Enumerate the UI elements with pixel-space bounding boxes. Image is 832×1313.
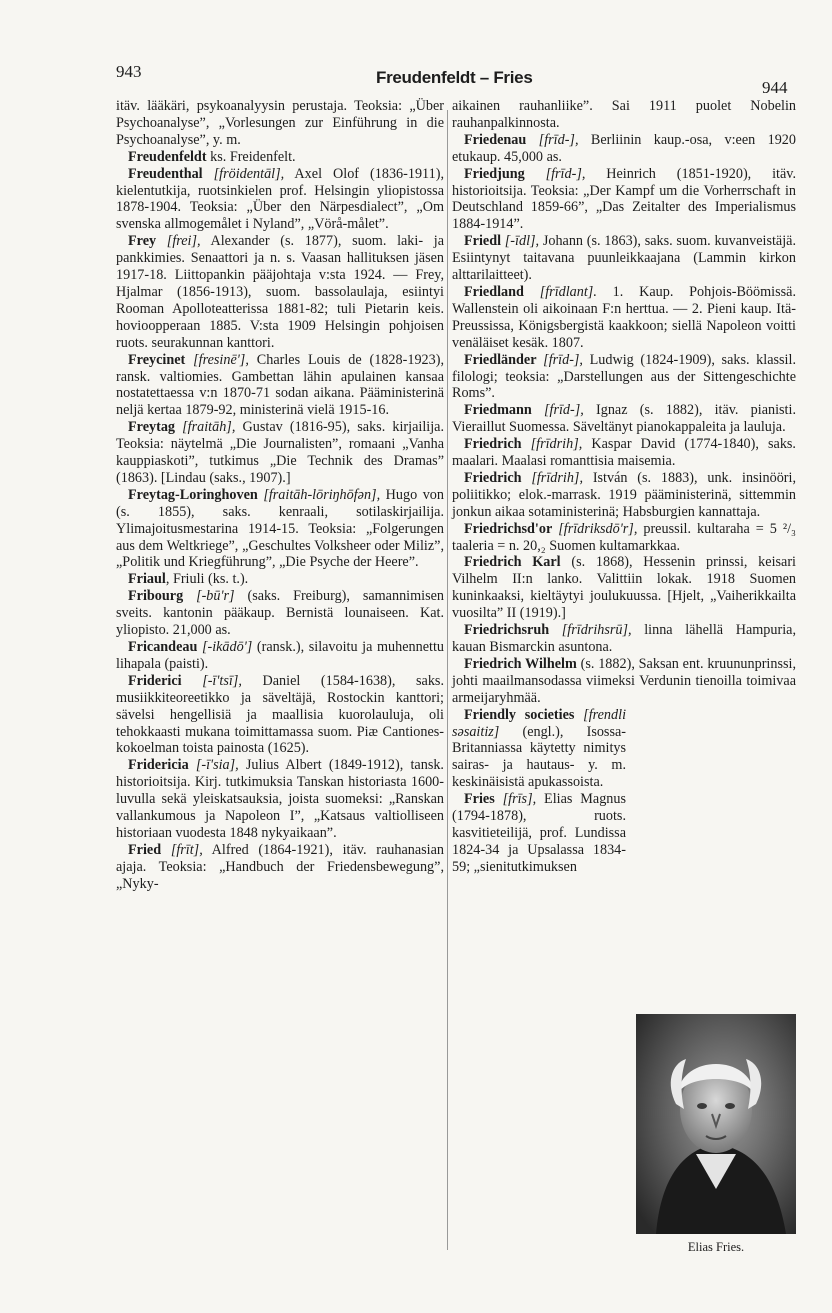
entry-text: Axel Olof (1836-1911), kielentutkija, ruotsinkielen prof. Helsingin yliopistossa 1878-1904. Teoksia: „Über den Närpesdialect”, „Om svenska allmogemålet i Nyland”, „Vörå-målet”. bbox=[116, 165, 444, 233]
entry-pronunciation: [frīt], bbox=[161, 841, 203, 858]
entry-pronunciation: [frīd-], bbox=[524, 165, 586, 182]
entry-pronunciation: [frīd-], bbox=[526, 131, 579, 148]
dictionary-entry bbox=[116, 352, 444, 420]
entry-pronunciation: [frīdrihsrū], bbox=[549, 622, 632, 639]
entry-headword: Friedmann bbox=[464, 402, 532, 419]
entry-pronunciation: [frendli səsaitiz] bbox=[452, 706, 627, 740]
entry-pronunciation: [fraitāh], bbox=[175, 419, 236, 436]
page-number-left: 943 bbox=[116, 62, 142, 81]
column-divider bbox=[447, 110, 448, 1250]
entry-pronunciation: [frei], bbox=[156, 233, 201, 250]
dictionary-entry bbox=[452, 791, 626, 876]
entry-text: (saks. Freiburg), samannimisen sveits. kantonin pääkaup. Bernistä lounaiseen. Kat. yliopisto. 21,000 as. bbox=[116, 588, 444, 639]
entry-pronunciation: [-bū'r] bbox=[183, 588, 235, 605]
entry-pronunciation: [fraitāh-lōriŋhōfən], bbox=[257, 486, 381, 503]
entry-headword: Freytag bbox=[128, 419, 176, 436]
entry-text: Charles Louis de (1828-1923), ransk. valtiomies. Gambettan lähin apulainen kansaa nostatettaessa v:n 1870-71 sodan aikana. Pääministerinä neljä kertaa 1879-92, ministerinä vielä 1915-16. bbox=[116, 351, 444, 419]
entry-pronunciation: [fresinē'], bbox=[185, 351, 249, 368]
entry-pronunciation: [frīdrih], bbox=[521, 469, 583, 486]
entry-headword: Fridericia bbox=[128, 757, 189, 774]
dictionary-entry bbox=[116, 166, 444, 234]
entry-text: (ransk.), silavoitu ja muhennettu lihapala (paisti). bbox=[116, 639, 444, 672]
entry-text: Heinrich (1851-1920), itäv. historioitsija. Teoksia: „Der Kampf um die Vorherrschaft in Deutschland 1859-66”, „Das Zeitalter des Imperialismus 1884-1914”. bbox=[452, 165, 796, 233]
entry-pronunciation: [frīs], bbox=[494, 791, 537, 808]
page-number-right: 944 bbox=[762, 78, 788, 97]
entry-text: (s. 1868), Hessenin prinssi, keisari Vilhelm II:n lanko. Valittiin lokak. 1918 Suomen kuninkaaksi, kieltäytyi joulukuussa. [Hjelt, „Vaiherikkailta vuosilta” II (1919).] bbox=[452, 554, 797, 622]
dictionary-entry bbox=[452, 284, 796, 352]
dictionary-entry bbox=[452, 233, 796, 284]
entry-text: Hugo von (s. 1855), saks. kenraali, sotilaskirjailija. Ylimajoitusmestarina 1914-15. Teoksia: „Folgerungen aus dem Weltkriege”, „Geschultes Volksheer oder Miliz”, „Politik und Kriegführung”, „Die Psyche der Heere”. bbox=[116, 486, 444, 571]
entry-text: 1. Kaup. Pohjois-Böömissä. Wallenstein oli aikoinaan F:n herttua. — 2. Pieni kaup. Itä-Preussissa, Königsbergistä kaakkoon; siellä Napoleon voitti venäläiset kesäk. 1807. bbox=[452, 283, 796, 351]
entry-headword: Friedrichsruh bbox=[464, 622, 550, 639]
entry-text: Alfred (1864-1921), itäv. rauhanasian ajaja. Teoksia: „Handbuch der Friedensbewegung”, „Nyky- bbox=[116, 841, 444, 892]
entry-headword: Fribourg bbox=[128, 588, 184, 605]
entry-pronunciation: [frīdrih], bbox=[521, 436, 583, 453]
entry-headword: Fricandeau bbox=[128, 639, 198, 655]
entry-text: ks. Freidenfelt. bbox=[206, 148, 296, 165]
entry-headword: Friedländer bbox=[464, 351, 537, 368]
entry-text: itäv. lääkäri, psykoanalyysin perustaja. Teoksia: „Über Psychoanalyse”, „Vorlesungen zur Einführung in die Psychoanalyse”, y. m. bbox=[116, 98, 444, 148]
dictionary-entry bbox=[116, 487, 444, 572]
entry-headword: Friaul bbox=[128, 571, 166, 588]
entry-headword: Friedenau bbox=[464, 131, 527, 148]
entry-headword: Friedrich bbox=[464, 436, 522, 453]
dictionary-entry bbox=[452, 402, 796, 436]
entry-pronunciation: [-ikādō'] bbox=[197, 639, 253, 655]
portrait-figure bbox=[636, 1014, 796, 1234]
entry-text: (s. 1882), Saksan ent. kruununprinssi, johti maailmansodassa viimeksi Verdunin tienoilla toimivaa armeijaryhmää. bbox=[452, 655, 796, 706]
entry-text: Julius Albert (1849-1912), tansk. historioitsija. Kirj. tutkimuksia Tanskan historiasta 1600-luvulla sekä yleiskatsauksia, joista suomeksi: „Ranskan vallankumous ja Napoleon I”, „Katsaus valtiolliseen historiaan vuodesta 1848 nykyaikaan”. bbox=[116, 757, 444, 841]
entry-text: Berliinin kaup.-osa, v:een 1920 etukaup. 45,000 as. bbox=[452, 131, 796, 165]
entry-text: Ludwig (1824-1909), saks. klassil. filologi; teoksia: „Darstellungen aus der Sittengeschichte Roms”. bbox=[452, 351, 796, 402]
dictionary-entry bbox=[452, 622, 796, 656]
dictionary-entry bbox=[452, 352, 796, 403]
entry-pronunciation: [frīd-], bbox=[536, 351, 583, 368]
entry-text: Elias Magnus (1794-1878), ruots. kasvitieteilijä, prof. Lundissa 1824-34 ja Upsalassa 1834-59; „sienitutkimuksen bbox=[452, 791, 626, 875]
entry-headword: Frey bbox=[128, 233, 157, 250]
entry-pronunciation: [-ī'tsī], bbox=[181, 672, 242, 689]
entry-text: aikainen rauhanliike”. Sai 1911 puolet Nobelin rauhanpalkinnosta. bbox=[452, 98, 796, 131]
dictionary-entry bbox=[116, 571, 444, 588]
dictionary-entry bbox=[116, 98, 444, 149]
entry-headword: Fried bbox=[128, 841, 162, 858]
entry-headword: Friedjung bbox=[464, 165, 525, 182]
page-header bbox=[0, 58, 832, 98]
figure-caption: Elias Fries. bbox=[687, 1240, 745, 1254]
entry-headword: Freytag-Loringhoven bbox=[128, 486, 258, 503]
entry-text: , Friuli (ks. t.). bbox=[165, 571, 249, 588]
dictionary-entry bbox=[116, 149, 444, 166]
dictionary-entry bbox=[116, 842, 444, 893]
dictionary-entry bbox=[452, 707, 626, 792]
entry-text: Johann (s. 1863), saks. suom. kuvanveistäjä. Esiintynyt taitavana puunleikkaajana (Lammin kirkon alttarilaitteet). bbox=[452, 233, 796, 284]
right-column-narrow-entries bbox=[452, 707, 626, 876]
dictionary-entry bbox=[452, 470, 796, 521]
entry-headword: Friedrich Wilhelm bbox=[464, 655, 577, 672]
entry-pronunciation: [-ī'sia], bbox=[188, 757, 239, 774]
entry-headword: Friedrich bbox=[464, 469, 522, 486]
entry-pronunciation: [frīdlant]. bbox=[523, 283, 597, 300]
entry-text: Alexander (s. 1877), suom. laki- ja pankkimies. Senaattori ja n. s. Vaasan hallituksen jäsen 1917-18. Liittopankin pääjohtaja v:sta 1924. — Frey, Hjalmar (1856-1913), suom. bassolaulaja, esiintyi Rooman Apolloteatterissa 1881-82; tuli Pietarin keis. hovioopperaan 1885. V:sta 1909 Helsingin pohjoisen ruots. seurakunnan kanttori. bbox=[116, 233, 444, 351]
dictionary-entry bbox=[452, 521, 796, 555]
entry-text: preussil. kultaraha = 5 ²/₃ taaleria = n. 20,₂ Suomen kultamarkkaa. bbox=[452, 520, 796, 554]
entry-pronunciation: [frīdriksdō'r], bbox=[552, 520, 638, 537]
entry-headword: Friendly societies bbox=[464, 706, 575, 723]
dictionary-entry bbox=[116, 233, 444, 351]
right-column-entries bbox=[452, 98, 796, 707]
dictionary-entry bbox=[452, 98, 796, 132]
entry-text: Daniel (1584-1638), saks. musiikkiteoreetikko ja säveltäjä, Rostockin kanttori; sävelsi hengellisiä ja maallisia kuorolauluja, oli tehokkaasti mukana toimittamassa suom. Piæ Cantiones-kokoelman toista painosta (1625). bbox=[116, 672, 444, 757]
dictionary-entry bbox=[452, 554, 796, 622]
dictionary-entry bbox=[116, 639, 444, 673]
entry-headword: Fries bbox=[464, 791, 495, 808]
entry-text: István (s. 1883), unk. insinööri, poliitikko; elok.-marrask. 1919 pääministerinä, sittemmin jonkun aikaa sotaministerinä; Habsburgien kannattaja. bbox=[452, 469, 796, 520]
dictionary-entry bbox=[452, 132, 796, 166]
entry-headword: Freudenfeldt bbox=[128, 148, 207, 165]
entry-text: linna lähellä Hampuria, kauan Bismarckin asuntona. bbox=[452, 622, 796, 655]
dictionary-entry bbox=[452, 656, 796, 707]
entry-pronunciation: [fröidentāl], bbox=[202, 165, 285, 182]
running-title: Freudenfeldt – Fries bbox=[376, 68, 533, 87]
entry-headword: Friedrichsd'or bbox=[464, 520, 553, 537]
dictionary-entry bbox=[116, 757, 444, 842]
portrait-photo-icon bbox=[636, 1014, 796, 1234]
dictionary-entry bbox=[116, 588, 444, 639]
entry-text: Gustav (1816-95), saks. kirjailija. Teoksia: näytelmä „Die Journalisten”, romaani „Vanha kauppiaskoti”, tutkimus „Die Technik des Dramas” (1863). [Lindau (saks., 1907).] bbox=[116, 419, 444, 486]
entry-pronunciation: [frīd-], bbox=[531, 402, 584, 419]
left-column bbox=[116, 98, 444, 893]
dictionary-entry bbox=[116, 419, 444, 487]
entry-text: (engl.), Isossa-Britanniassa käytetty nimitys sairas- ja hautaus- y. m. keskinäisistä apukassoista. bbox=[452, 723, 626, 791]
dictionary-entry bbox=[116, 673, 444, 758]
entry-pronunciation: [-īdl], bbox=[501, 233, 540, 250]
dictionary-entry bbox=[452, 436, 796, 470]
entry-text: Ignaz (s. 1882), itäv. pianisti. Vieraillut Suomessa. Säveltänyt pianokappaleita ja lauluja. bbox=[452, 402, 796, 436]
entry-headword: Friderici bbox=[128, 672, 182, 689]
entry-text: Kaspar David (1774-1840), saks. maalari. Maalasi romanttisia maisemia. bbox=[452, 436, 796, 470]
entry-headword: Friedrich Karl bbox=[464, 554, 561, 571]
dictionary-entry bbox=[452, 166, 796, 234]
right-column bbox=[452, 98, 796, 876]
entry-headword: Freycinet bbox=[128, 351, 186, 368]
entry-headword: Freudenthal bbox=[128, 165, 203, 182]
entry-headword: Friedl bbox=[464, 233, 502, 250]
entry-headword: Friedland bbox=[464, 283, 524, 300]
